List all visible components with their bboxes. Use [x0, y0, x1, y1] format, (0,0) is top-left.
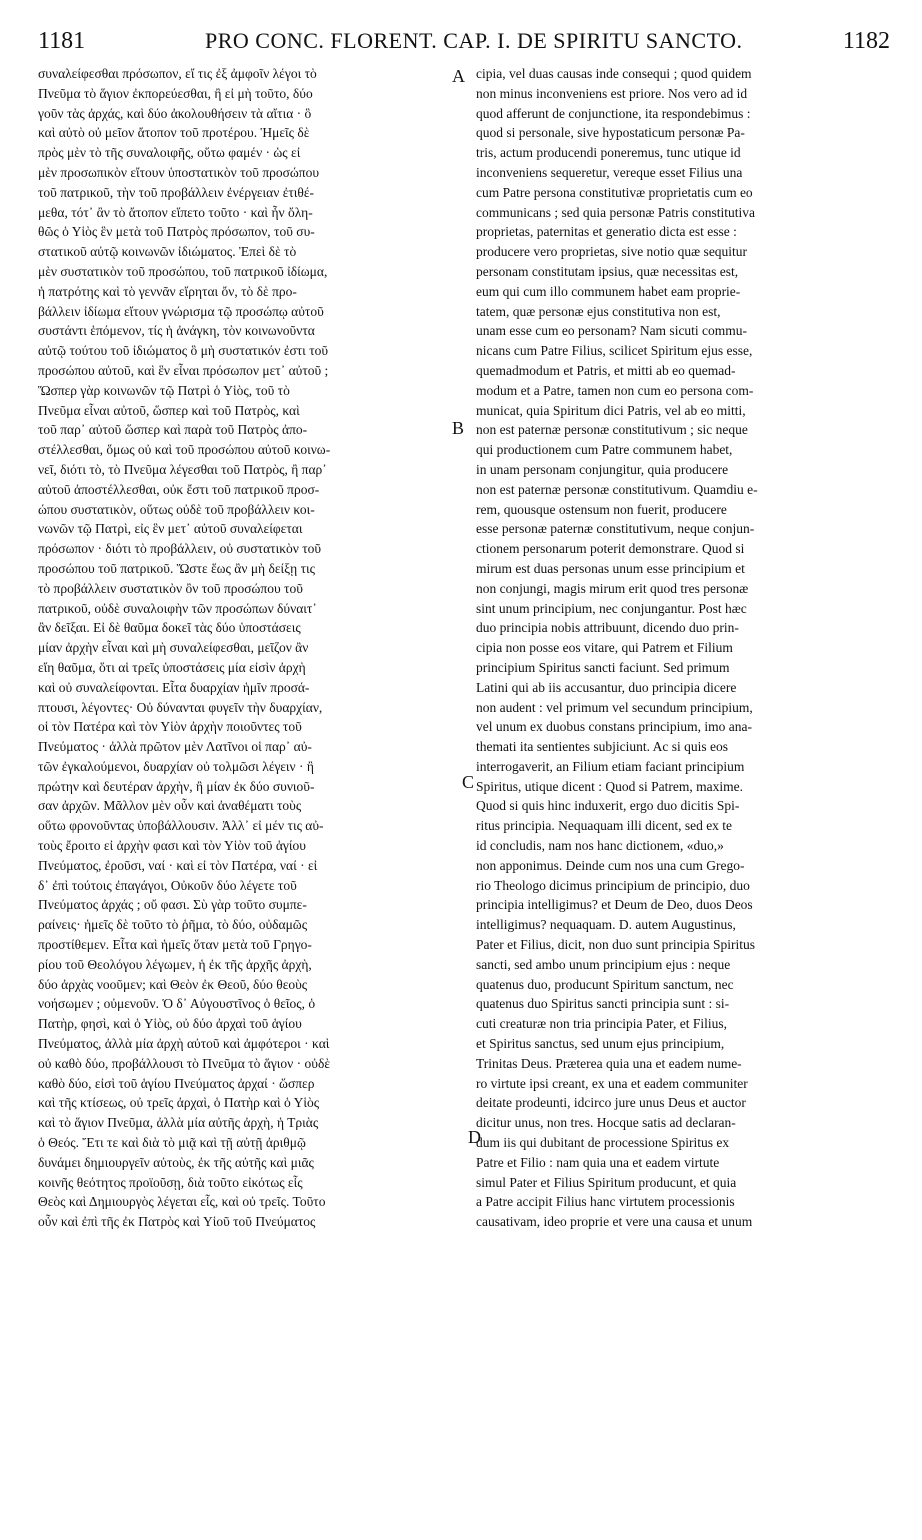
- text-line: καὶ αὐτὸ οὐ μεῖον ἄτοπον τοῦ προτέρου. Ἡμεῖς δὲ: [38, 125, 310, 141]
- text-line: cipia non posse eos vitare, qui Patrem et Filium: [476, 640, 733, 656]
- text-line: οὖν καὶ ἐπὶ τῆς ἐκ Πατρὸς καὶ Υἱοῦ τοῦ Πνεύματος: [38, 1214, 316, 1230]
- text-line: μὲν συστατικὸν τοῦ προσώπου, τοῦ πατρικοῦ ἰδίωμα,: [38, 263, 328, 279]
- text-line: municat, quia Spiritum dici Patris, vel ab eo mitti,: [476, 402, 746, 418]
- text-line: deitate prodeunti, idcirco jure unus Deus et auctor: [476, 1095, 746, 1111]
- text-line: Πνεύματος · ἀλλὰ πρῶτον μὲν Λατῖνοι οἱ παρ᾽ αὐ-: [38, 739, 312, 755]
- text-line: δυνάμει δημιουργεῖν αὐτοὺς, ἐκ τῆς αὐτῆς καὶ μιᾶς: [38, 1154, 314, 1170]
- text-line: αὐτῷ τούτου τοῦ ἰδιώματος ὃ μὴ συστατικόν ἐστι τοῦ: [38, 343, 329, 359]
- text-line: νοήσωμεν ; οὐμενοῦν. Ὁ δ᾽ Αὐγουστῖνος ὁ θεῖος, ὁ: [38, 996, 316, 1012]
- text-line: non conjungi, magis mirum erit quod tres personæ: [476, 580, 749, 596]
- text-line: αὐτοῦ ἀποστέλλεσθαι, οὐκ ἔστι τοῦ πατρικοῦ προσ-: [38, 481, 320, 497]
- text-line: inconveniens sequeretur, vereque esset Filius una: [476, 164, 743, 180]
- text-line: in unam personam conjungitur, quia producere: [476, 461, 729, 477]
- text-line: δύο ἀρχὰς νοοῦμεν; καὶ Θεὸν ἐκ Θεοῦ, δύο θεοὺς: [38, 976, 308, 992]
- text-line: πτουσι, λέγοντες· Οὐ δύνανται φυγεῖν τὴν δυαρχίαν,: [38, 699, 323, 715]
- text-line: ἂν δεῖξαι. Εἰ δὲ θαῦμα δοκεῖ τὰς δύο ὑποστάσεις: [38, 620, 301, 636]
- text-line: στατικοῦ αὐτῷ κοινωνῶν ἰδιώματος. Ἐπεὶ δὲ τὸ: [38, 244, 297, 260]
- text-line: rio Theologo dicimus principium de principio, duo: [476, 877, 750, 893]
- latin-column: [476, 64, 888, 1232]
- text-line: simul Pater et Filius Spiritum producunt, et quia: [476, 1174, 737, 1190]
- text-line: quod afferunt de conjunctione, ita respondebimus :: [476, 105, 751, 121]
- text-line: ἡ πατρότης καὶ τὸ γεννᾶν εἴρηται ὄν, τὸ δὲ προ-: [38, 283, 297, 299]
- text-line: ctionem personarum poterit demonstrare. Quod si: [476, 541, 745, 557]
- text-line: quod si personale, sive hypostaticum personæ Pa-: [476, 125, 745, 141]
- text-line: μίαν ἀρχὴν εἶναι καὶ μὴ συναλείφεσθαι, μεῖζον ἂν: [38, 640, 309, 656]
- text-line: mirum est duas personas unum esse principium et: [476, 560, 745, 576]
- text-line: tatem, quæ personæ ejus constitutiva non est,: [476, 303, 721, 319]
- text-line: πρώτην καὶ δευτέραν ἀρχὴν, ἢ μίαν ἐκ δύο συνιοῦ-: [38, 778, 315, 794]
- text-line: qui productionem cum Patre communem habet,: [476, 442, 733, 458]
- text-line: οἱ τὸν Πατέρα καὶ τὸν Υἱὸν ἀρχὴν ποιοῦντες τοῦ: [38, 719, 302, 735]
- text-line: unam esse cum eo personam? Nam sicuti commu-: [476, 323, 748, 339]
- text-line: Θεὸς καὶ Δημιουργὸς λέγεται εἷς, καὶ οὐ τρεῖς. Τοῦτο: [38, 1194, 326, 1210]
- text-line: Latini qui ab iis accusantur, duo principia dicere: [476, 679, 737, 695]
- text-line: στέλλεσθαι, ὅμως οὐ καὶ τοῦ προσώπου αὐτοῦ κοινω-: [38, 442, 331, 458]
- text-line: themati ita sentientes subjiciunt. Ac si quis eos: [476, 739, 728, 755]
- text-line: Πατὴρ, φησὶ, καὶ ὁ Υἱὸς, οὐ δύο ἀρχαὶ τοῦ ἁγίου: [38, 1016, 302, 1032]
- text-line: τῶν ἐγκαλούμενοι, δυαρχίαν οὐ τολμῶσι λέγειν · ἢ: [38, 758, 314, 774]
- text-line: πρόσωπον · διότι τὸ προβάλλειν, οὐ συστατικὸν τοῦ: [38, 541, 322, 557]
- text-line: quemadmodum et Patris, et mitti ab eo quemad-: [476, 362, 736, 378]
- text-line: Pater et Filius, dicit, non duo sunt principia Spiritus: [476, 937, 755, 953]
- text-line: Πνεῦμα εἶναι αὐτοῦ, ὥσπερ καὶ τοῦ Πατρὸς, καὶ: [38, 402, 300, 418]
- text-line: Πνεύματος, ἐροῦσι, ναί · καὶ εἰ τὸν Πατέρα, ναί · εἰ: [38, 857, 318, 873]
- text-line: ώπου συστατικὸν, οὕτως οὐδὲ τοῦ προβάλλειν κοι-: [38, 501, 315, 517]
- text-line: producere vero proprietas, sive notio quæ sequitur: [476, 244, 748, 260]
- text-line: νωνῶν τῷ Πατρὶ, εἰς ἓν μετ᾽ αὐτοῦ συναλείφεται: [38, 521, 303, 537]
- text-line: dum iis qui dubitant de processione Spiritus ex: [476, 1135, 730, 1151]
- text-line: et Spiritus sanctus, sed unum ejus principium,: [476, 1036, 725, 1052]
- text-line: ὁ Θεός. Ἔτι τε καὶ διὰ τὸ μιᾷ καὶ τῇ αὐτῇ ἀριθμῷ: [38, 1135, 306, 1151]
- text-line: οὐ καθὸ δύο, προβάλλουσι τὸ Πνεῦμα τὸ ἅγιον · οὐδὲ: [38, 1055, 330, 1071]
- text-line: εἴη θαῦμα, ὅτι αἱ τρεῖς ὑποστάσεις μία εἰσὶν ἀρχὴ: [38, 659, 306, 675]
- text-line: personam constitutam ipsius, quæ necessitas est,: [476, 263, 739, 279]
- text-line: Πνεύματος ἀρχάς ; οὔ φασι. Σὺ γὰρ τοῦτο συμπε-: [38, 897, 307, 913]
- text-line: cipia, vel duas causas inde consequi ; quod quidem: [476, 66, 752, 81]
- text-line: Patre et Filio : nam quia una et eadem virtute: [476, 1154, 720, 1170]
- running-title: PRO CONC. FLORENT. CAP. I. DE SPIRITU SANCTO.: [205, 28, 743, 53]
- text-line: vel unum ex duobus constans principium, imo ana-: [476, 719, 752, 735]
- text-line: modum et a Patre, tamen non cum eo persona com-: [476, 382, 754, 398]
- section-marker-d: D: [468, 1127, 481, 1147]
- text-line: Trinitas Deus. Præterea quia una et eadem nume-: [476, 1055, 742, 1071]
- text-line: cum Patre persona constitutivæ proprietatis cum eo: [476, 184, 753, 200]
- text-line: Ὥσπερ γὰρ κοινωνῶν τῷ Πατρὶ ὁ Υἱὸς, τοῦ τὸ: [38, 382, 290, 398]
- text-line: προσώπου τοῦ πατρικοῦ. Ὥστε ἕως ἂν μὴ δείξῃ τις: [38, 560, 316, 576]
- text-line: quatenus duo Spiritus sancti principia sunt : si-: [476, 996, 730, 1012]
- text-line: μὲν προσωπικὸν εἴτουν ὑποστατικὸν τοῦ προσώπου: [38, 164, 320, 180]
- text-line: προσώπου αὐτοῦ, καὶ ἓν εἶναι πρόσωπον μετ᾽ αὐτοῦ ;: [38, 362, 329, 378]
- text-line: συναλείφεσθαι πρόσωπον, εἴ τις ἐξ ἀμφοῖν λέγοι τὸ: [38, 66, 317, 81]
- text-line: Πνεῦμα τὸ ἅγιον ἐκπορεύεσθαι, ἢ εἰ μὴ τοῦτο, δύο: [38, 85, 313, 101]
- text-line: duo principia nobis attribuunt, dicendo duo prin-: [476, 620, 739, 636]
- text-line: non minus inconveniens est priore. Nos vero ad id: [476, 85, 748, 101]
- section-marker-a: A: [452, 66, 465, 86]
- text-line: eum qui cum illo communem habet eam proprie-: [476, 283, 741, 299]
- text-line: id concludis, nam nos hanc dictionem, «duo,»: [476, 838, 724, 854]
- right-page-number: 1182: [842, 28, 890, 54]
- text-line: ro virtute ipsi creant, ex una et eadem communiter: [476, 1075, 748, 1091]
- text-line: μεθα, τότ᾽ ἂν τὸ ἄτοπον εἵπετο τοῦτο · καὶ ἦν ὄλη-: [38, 204, 313, 220]
- text-line: sancti, sed ambo unum principium ejus : neque: [476, 956, 731, 972]
- text-line: γοῦν τὰς ἀρχάς, καὶ δύο ἀκολουθήσειν τὰ αἴτια · ὃ: [38, 105, 312, 121]
- text-line: νεῖ, διότι τὸ, τὸ Πνεῦμα λέγεσθαι τοῦ Πατρὸς, ἢ παρ᾽: [38, 461, 327, 477]
- text-line: καὶ οὐ συναλείφονται. Εἶτα δυαρχίαν ἡμῖν προσά-: [38, 679, 310, 695]
- text-line: θῶς ὁ Υἱὸς ἓν μετὰ τοῦ Πατρὸς πρόσωπον, τοῦ συ-: [38, 224, 315, 240]
- text-line: principium Spiritus sancti faciunt. Sed primum: [476, 659, 730, 675]
- text-line: Spiritus, utique dicent : Quod si Patrem, maxime.: [476, 778, 743, 794]
- text-line: προστίθεμεν. Εἶτα καὶ ἡμεῖς ὅταν μετὰ τοῦ Γρηγο-: [38, 937, 312, 953]
- text-line: non est paternæ personæ constitutivum ; sic neque: [476, 422, 748, 438]
- text-line: καὶ τῆς κτίσεως, οὐ τρεῖς ἀρχαὶ, ὁ Πατὴρ καὶ ὁ Υἱὸς: [38, 1095, 320, 1111]
- text-line: principia intelligimus? et Deum de Deo, duos Deos: [476, 897, 753, 913]
- greek-column: [38, 64, 450, 1232]
- text-line: non est paternæ personæ constitutivum. Quamdiu e-: [476, 481, 758, 497]
- text-line: esse personæ paternæ constitutivum, neque conjun-: [476, 521, 755, 537]
- text-line: τοῦ παρ᾽ αὐτοῦ ὥσπερ καὶ παρὰ τοῦ Πατρὸς ἀπο-: [38, 422, 308, 438]
- text-line: quatenus duo, producunt Spiritum sanctum, nec: [476, 976, 734, 992]
- text-line: proprietas, paternitas et generatio dicta est esse :: [476, 224, 737, 240]
- text-line: Quod si quis hinc induxerit, ergo duo dicitis Spi-: [476, 798, 740, 814]
- text-line: non apponimus. Deinde cum nos una cum Grego-: [476, 857, 745, 873]
- text-line: οὕτω φρονοῦντας ὑποβάλλουσιν. Ἀλλ᾽ εἰ μέν τις αὐ-: [38, 818, 324, 834]
- text-line: τοὺς ἔροιτο εἰ ἀρχὴν φασι καὶ τὸν Υἱὸν τοῦ ἁγίου: [38, 838, 306, 854]
- text-line: τοῦ πατρικοῦ, τὴν τοῦ προβάλλειν ἐνέργειαν ἐτιθέ-: [38, 184, 315, 200]
- text-line: dicitur unus, non tres. Hocque satis ad declaran-: [476, 1115, 736, 1131]
- section-marker-c: C: [462, 772, 475, 792]
- text-line: καὶ τὸ ἅγιον Πνεῦμα, ἀλλὰ μία αὐτῆς ἀρχὴ, ἡ Τριὰς: [38, 1115, 319, 1131]
- text-line: συστάντι ἑπόμενον, τίς ἡ ἀνάγκη, τὸν κοινωνοῦντα: [38, 323, 315, 339]
- text-line: cuti creaturæ non tria principia Pater, et Filius,: [476, 1016, 728, 1032]
- text-line: σαν ἀρχῶν. Μᾶλλον μὲν οὖν καὶ ἀναθέματι τοὺς: [38, 798, 302, 814]
- text-line: interrogaverit, an Filium etiam faciant principium: [476, 758, 745, 774]
- text-line: ρίου τοῦ Θεολόγου λέγωμεν, ἡ ἐκ τῆς ἀρχῆς ἀρχὴ,: [38, 956, 312, 972]
- text-line: sint unum principium, nec conjungantur. Post hæc: [476, 600, 747, 616]
- text-line: τὸ προβάλλειν συστατικὸν ὂν τοῦ προσώπου τοῦ: [38, 580, 303, 596]
- running-header: [30, 28, 892, 56]
- text-line: κοινῆς θεότητος προϊοῦσῃ, διὰ τοῦτο εἰκότως εἷς: [38, 1174, 303, 1190]
- text-line: intelligimus? nequaquam. D. autem Augustinus,: [476, 917, 736, 933]
- text-line: καθὸ δύο, εἰσὶ τοῦ ἁγίου Πνεύματος ἀρχαί · ὥσπερ: [38, 1075, 315, 1091]
- text-line: nicans cum Patre Filius, scilicet Spiritum ejus esse,: [476, 343, 753, 359]
- text-line: πρὸς μὲν τὸ τῆς συναλοιφῆς, οὕτω φαμέν · ὡς εἰ: [38, 145, 301, 161]
- text-line: δ᾽ ἐπὶ τούτοις ἐπαγάγοι, Οὐκοῦν δύο λέγετε τοῦ: [38, 877, 297, 893]
- text-line: Πνεύματος, ἀλλὰ μία ἀρχὴ αὐτοῦ καὶ ἀμφότεροι · καὶ: [38, 1036, 330, 1052]
- text-line: ritus principia. Nequaquam illi dicent, sed ex te: [476, 818, 733, 834]
- text-line: a Patre accipit Filius hanc virtutem processionis: [476, 1194, 735, 1210]
- text-line: communicans ; sed quia personæ Patris constitutiva: [476, 204, 755, 220]
- text-line: non audent : vel primum vel secundum principium,: [476, 699, 753, 715]
- text-line: βάλλειν ἰδίωμα εἴτουν γνώρισμα τῷ προσώπῳ αὐτοῦ: [38, 303, 324, 319]
- text-line: tris, actum producendi poneremus, tunc utique id: [476, 145, 741, 161]
- text-line: πατρικοῦ, οὐδὲ συναλοιφὴν τῶν προσώπων δύναιτ᾽: [38, 600, 317, 616]
- text-line: rem, quousque ostensum non fuerit, producere: [476, 501, 727, 517]
- left-page-number: 1181: [38, 28, 86, 54]
- text-line: ραίνεις· ἡμεῖς δὲ τοῦτο τὸ ῥῆμα, τὸ δύο, οὐδαμῶς: [38, 917, 308, 933]
- text-line: causativam, ideo proprie et vere una causa et unum: [476, 1214, 753, 1230]
- section-marker-b: B: [452, 418, 465, 438]
